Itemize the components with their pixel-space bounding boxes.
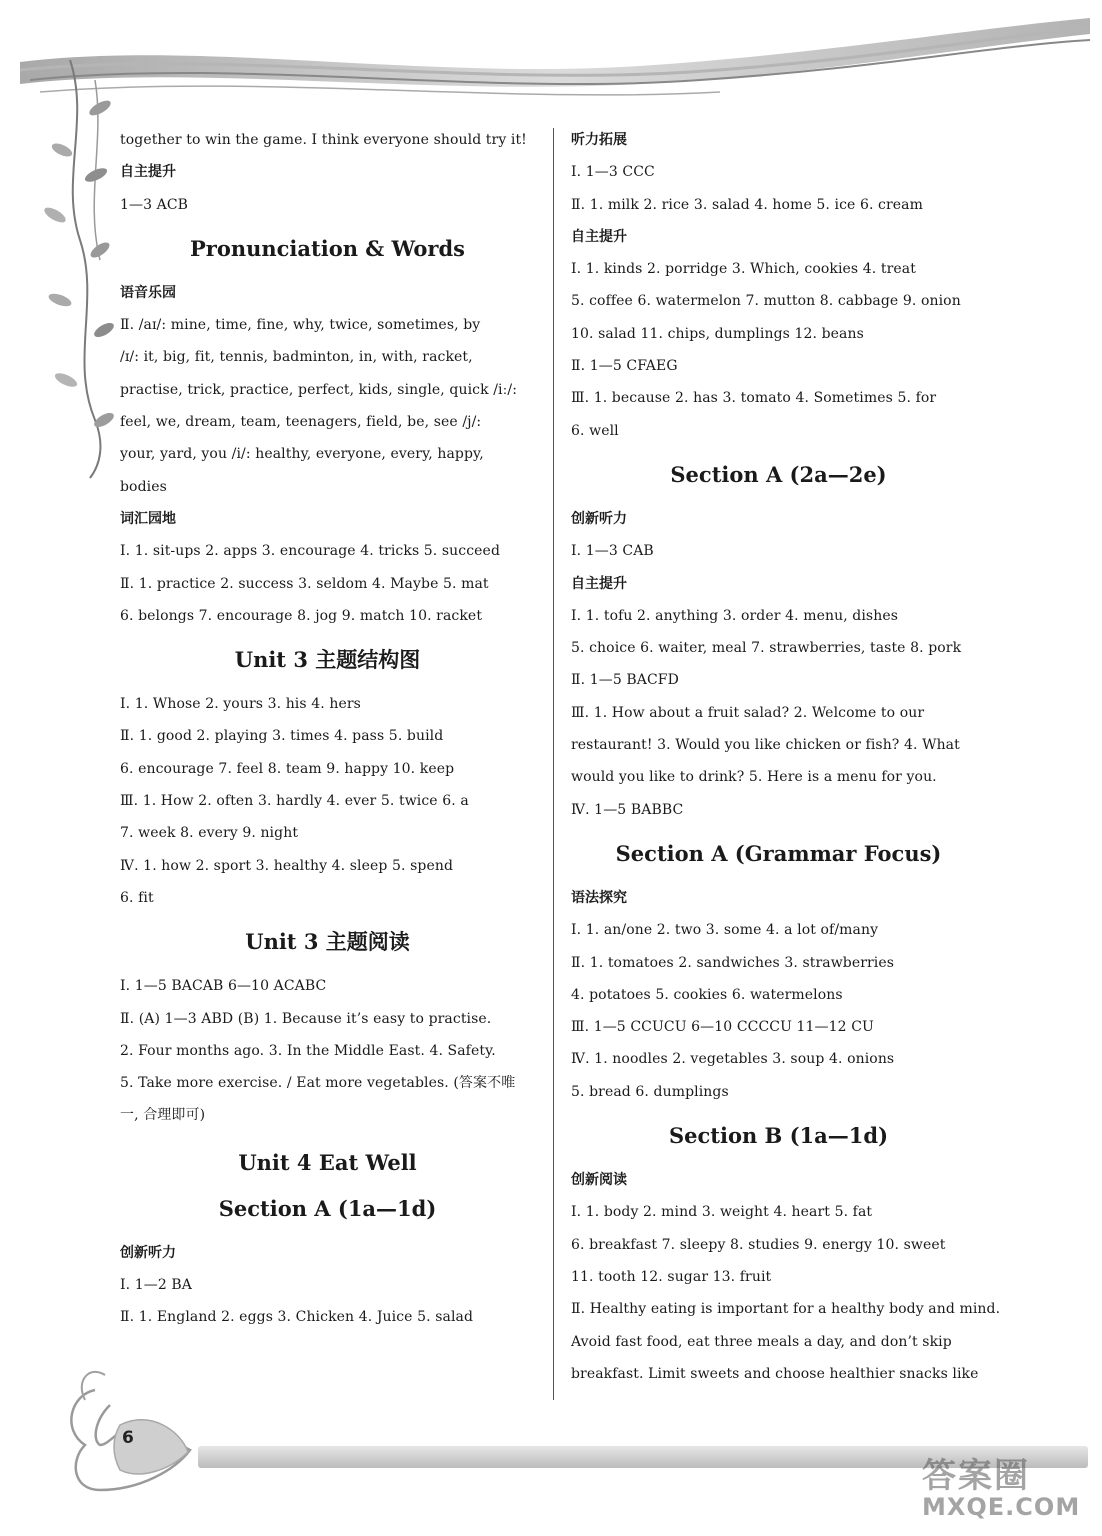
answer-line: Ⅱ. 1. England 2. eggs 3. Chicken 4. Juice 5. salad xyxy=(120,1309,474,1326)
subsection-label: 创新阅读 xyxy=(571,1172,627,1189)
answer-line: breakfast. Limit sweets and choose healthier snacks like xyxy=(571,1365,979,1382)
watermark-logo-text: 答案圈 xyxy=(922,1456,1030,1496)
answer-line: Ⅳ. 1. how 2. sport 3. healthy 4. sleep 5. spend xyxy=(120,857,454,874)
answer-line: Ⅲ. 1. How about a fruit salad? 2. Welcome to our xyxy=(571,704,925,721)
answer-line: /ɪ/: it, big, fit, tennis, badminton, in, with, racket, xyxy=(120,349,473,366)
answer-line: Ⅱ. 1—5 BACFD xyxy=(571,672,679,689)
section-heading: Pronunciation & Words xyxy=(189,235,466,261)
subsection-label: 自主提升 xyxy=(120,164,176,181)
answer-line: Ⅱ. 1. milk 2. rice 3. salad 4. home 5. ice 6. cream xyxy=(571,196,923,213)
section-heading: Section A (1a—1d) xyxy=(218,1195,437,1221)
subsection-label: 听力拓展 xyxy=(571,132,627,148)
answer-line: Ⅱ. 1. tomatoes 2. sandwiches 3. strawberries xyxy=(571,954,895,971)
answer-line: Ⅲ. 1. because 2. has 3. tomato 4. Sometimes 5. for xyxy=(571,390,937,407)
subsection-label: 创新听力 xyxy=(120,1244,176,1261)
section-heading: Unit 3 主题结构图 xyxy=(234,647,421,673)
answer-line: Ⅱ. Healthy eating is important for a healthy body and mind. xyxy=(571,1301,1001,1318)
answer-line: 6. fit xyxy=(120,889,154,906)
answer-line: 2. Four months ago. 3. In the Middle East. 4. Safety. xyxy=(120,1042,496,1059)
subsection-label: 词汇园地 xyxy=(120,510,176,527)
watermark-logo xyxy=(922,1448,1080,1521)
answer-line: your, yard, you /i/: healthy, everyone, every, happy, xyxy=(120,446,484,463)
answer-line: Ⅳ. 1. noodles 2. vegetables 3. soup 4. onions xyxy=(571,1051,895,1068)
answer-line: feel, we, dream, team, teenagers, field, be, see /j/: xyxy=(120,414,482,431)
answer-line: Ⅰ. 1—3 CAB xyxy=(571,543,654,560)
answer-line: Ⅲ. 1—5 CCUCU 6—10 CCCCU 11—12 CU xyxy=(571,1019,874,1036)
answer-line: Ⅱ. (A) 1—3 ABD (B) 1. Because it’s easy to practise. xyxy=(120,1010,492,1027)
answer-line: restaurant! 3. Would you like chicken or fish? 4. What xyxy=(571,737,960,754)
answer-line: Ⅱ. 1. practice 2. success 3. seldom 4. Maybe 5. mat xyxy=(120,575,489,592)
subsection-label: 语音乐园 xyxy=(120,284,176,301)
section-heading: Section B (1a—1d) xyxy=(668,1123,889,1149)
left-column xyxy=(120,124,535,1334)
answer-line: 7. week 8. every 9. night xyxy=(120,825,299,842)
answer-line: 5. coffee 6. watermelon 7. mutton 8. cabbage 9. onion xyxy=(571,293,961,310)
subsection-label: 自主提升 xyxy=(571,575,627,592)
answer-line: Ⅰ. 1. sit-ups 2. apps 3. encourage 4. tricks 5. succeed xyxy=(120,543,500,560)
answer-line: Ⅰ. 1. body 2. mind 3. weight 4. heart 5. fat xyxy=(571,1204,873,1221)
answer-line: 11. tooth 12. sugar 13. fruit xyxy=(571,1268,772,1285)
answer-line: Ⅱ. /aɪ/: mine, time, fine, why, twice, sometimes, by xyxy=(120,317,481,334)
answer-line: Ⅳ. 1—5 BABBC xyxy=(571,801,684,818)
answer-line: Avoid fast food, eat three meals a day, and don’t skip xyxy=(571,1333,952,1350)
subsection-label: 创新听力 xyxy=(571,510,627,527)
answer-line: 5. bread 6. dumplings xyxy=(571,1083,729,1100)
answer-line: 6. belongs 7. encourage 8. jog 9. match 10. racket xyxy=(120,607,483,624)
answer-line: Ⅰ. 1—3 CCC xyxy=(571,164,655,181)
answer-line: Ⅰ. 1—5 BACAB 6—10 ACABC xyxy=(120,978,327,995)
subsection-label: 语法探究 xyxy=(571,889,627,906)
answer-line: Ⅱ. 1. good 2. playing 3. times 4. pass 5. build xyxy=(120,728,444,745)
answer-line: together to win the game. I think everyone should try it! xyxy=(120,132,527,148)
answer-line: 6. encourage 7. feel 8. team 9. happy 10. keep xyxy=(120,760,455,777)
section-heading: Unit 3 主题阅读 xyxy=(245,929,410,955)
answer-line: Ⅰ. 1. Whose 2. yours 3. his 4. hers xyxy=(120,696,361,713)
answer-line: 6. well xyxy=(571,422,619,439)
answer-line: 1—3 ACB xyxy=(120,196,189,213)
section-heading: Section A (Grammar Focus) xyxy=(615,840,942,866)
right-column xyxy=(571,124,1001,1390)
watermark-url: MXQE.COM xyxy=(922,1493,1081,1521)
answer-line: practise, trick, practice, perfect, kids, single, quick /iː/: xyxy=(120,381,518,398)
column-divider xyxy=(553,128,554,1400)
answer-line: Ⅰ. 1. an/one 2. two 3. some 4. a lot of/many xyxy=(571,922,879,939)
answer-line: 4. potatoes 5. cookies 6. watermelons xyxy=(571,986,843,1003)
subsection-label: 自主提升 xyxy=(571,228,627,245)
answer-line: Ⅲ. 1. How 2. often 3. hardly 4. ever 5. twice 6. a xyxy=(120,793,469,810)
answer-line: would you like to drink? 5. Here is a menu for you. xyxy=(571,769,937,786)
answer-line: Ⅰ. 1. tofu 2. anything 3. order 4. menu, dishes xyxy=(571,607,899,624)
answer-line: 一, 合理即可) xyxy=(120,1107,206,1124)
section-heading: Section A (2a—2e) xyxy=(670,461,887,487)
answer-line: 5. choice 6. waiter, meal 7. strawberries, taste 8. pork xyxy=(571,640,962,657)
answer-line: Ⅰ. 1. kinds 2. porridge 3. Which, cookies 4. treat xyxy=(571,261,916,278)
answer-line: Ⅰ. 1—2 BA xyxy=(120,1277,192,1294)
answer-line: Ⅱ. 1—5 CFAEG xyxy=(571,358,678,375)
section-heading: Unit 4 Eat Well xyxy=(238,1149,417,1175)
answer-line: 6. breakfast 7. sleepy 8. studies 9. energy 10. sweet xyxy=(571,1236,946,1253)
answer-line: bodies xyxy=(120,478,167,495)
page-number: 6 xyxy=(122,1428,134,1448)
answer-line: 10. salad 11. chips, dumplings 12. beans xyxy=(571,325,864,342)
answer-line: 5. Take more exercise. / Eat more vegetables. (答案不唯 xyxy=(120,1075,516,1092)
